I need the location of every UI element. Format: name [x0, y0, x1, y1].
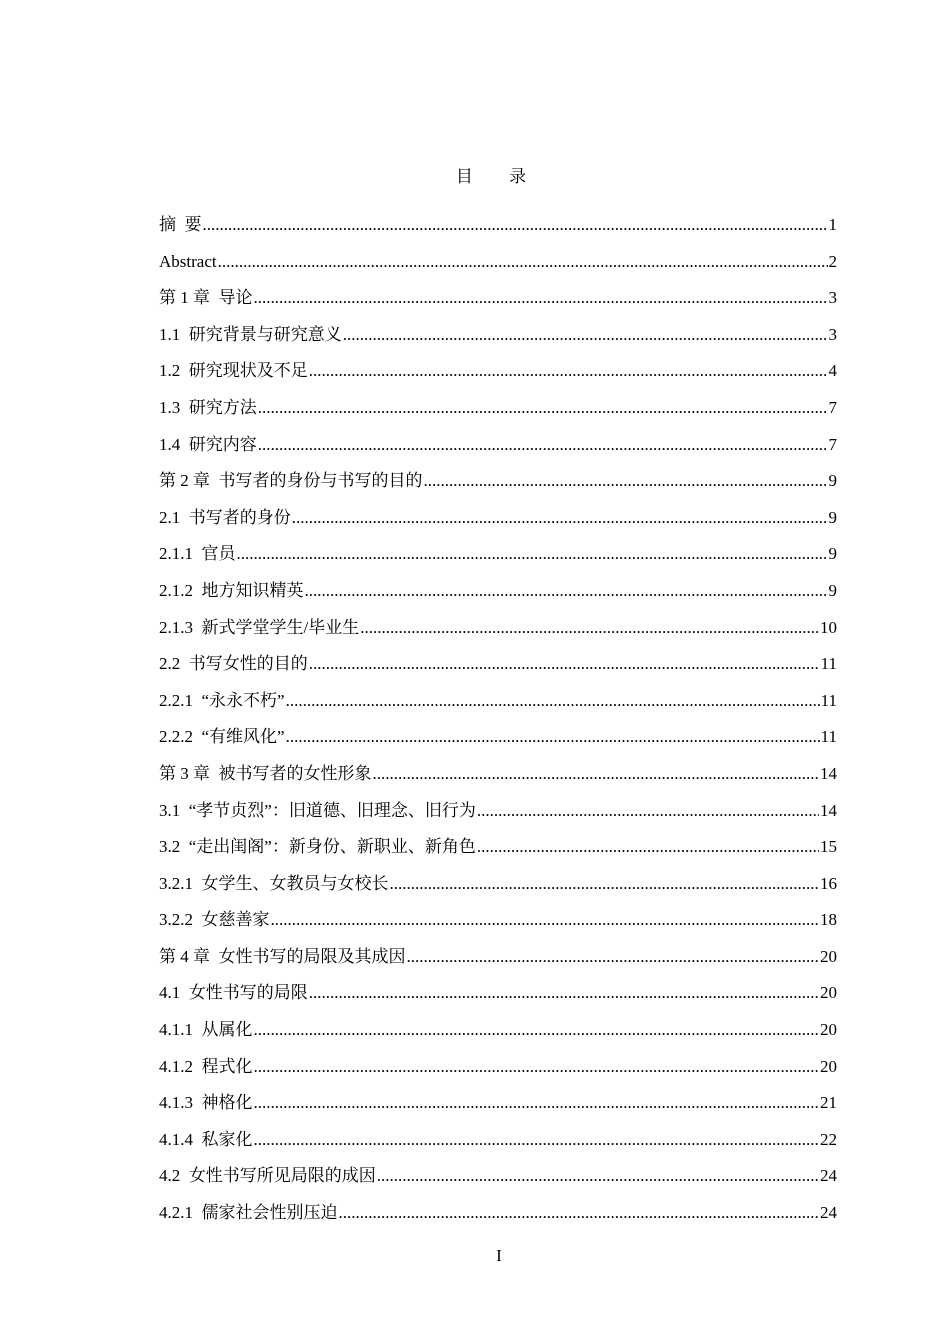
toc-entry[interactable]: [159, 1012, 837, 1049]
toc-entry-page: 20: [820, 1056, 837, 1076]
toc-entry-page: 20: [820, 983, 837, 1003]
toc-entry-label: 4.2 女性书写所见局限的成因: [159, 1166, 376, 1186]
toc-entry[interactable]: [159, 902, 837, 939]
toc-leader-dots: [343, 317, 828, 354]
toc-entry-label: 1.3 研究方法: [159, 397, 257, 417]
toc-entry-page: 11: [820, 690, 837, 710]
page-number: I: [496, 1246, 502, 1265]
toc-entry-label: 2.2.1 “永永不朽”: [159, 690, 285, 710]
toc-entry-label: 摘 要: [159, 215, 202, 234]
toc-entry[interactable]: [159, 317, 837, 354]
toc-entry[interactable]: [159, 1049, 837, 1086]
toc-leader-dots: [407, 939, 820, 976]
toc-entry-label: 1.2 研究现状及不足: [159, 361, 308, 381]
toc-entry[interactable]: [159, 975, 837, 1012]
toc-entry[interactable]: [159, 463, 837, 500]
toc-leader-dots: [286, 683, 820, 720]
toc-entry-page: 16: [820, 873, 837, 893]
toc-entry-label: 2.1.2 地方知识精英: [159, 580, 304, 600]
toc-leader-dots: [254, 1085, 820, 1122]
toc-leader-dots: [305, 573, 828, 610]
toc-leader-dots: [237, 536, 828, 573]
toc-entry-page: 11: [820, 727, 837, 747]
toc-entry-label: 4.1 女性书写的局限: [159, 983, 308, 1003]
toc-entry-page: 9: [828, 580, 837, 600]
toc-entry[interactable]: [159, 719, 837, 756]
toc-entry-page: 24: [820, 1166, 837, 1186]
toc-leader-dots: [377, 1158, 819, 1195]
toc-leader-dots: [271, 902, 820, 939]
toc-leader-dots: [292, 500, 828, 537]
toc-entry-label: 第 1 章 导论: [159, 288, 253, 308]
toc-entry-page: 4: [828, 361, 837, 381]
toc-entry[interactable]: [159, 1158, 837, 1195]
toc-entry[interactable]: [159, 500, 837, 537]
toc-entry-label: 4.1.4 私家化: [159, 1129, 253, 1149]
toc-entry-page: 22: [820, 1129, 837, 1149]
toc-entry-page: 9: [828, 507, 837, 527]
toc-entry-page: 3: [828, 324, 837, 344]
toc-entry[interactable]: [159, 646, 837, 683]
toc-leader-dots: [477, 793, 819, 830]
toc-leader-dots: [254, 280, 828, 317]
toc-entry-label: 第 3 章 被书写者的女性形象: [159, 763, 372, 783]
toc-entry-label: 4.1.3 神格化: [159, 1093, 253, 1113]
toc-leader-dots: [360, 610, 819, 647]
toc-entry-label: 1.1 研究背景与研究意义: [159, 324, 342, 344]
toc-entry-page: 7: [828, 434, 837, 454]
toc-leader-dots: [390, 866, 820, 903]
toc-entry-page: 21: [820, 1093, 837, 1113]
toc-entry-page: 14: [820, 763, 837, 783]
toc-leader-dots: [254, 1122, 820, 1159]
toc-entry[interactable]: [159, 280, 837, 317]
toc-entry-label: 2.2.2 “有维风化”: [159, 727, 285, 747]
toc-entry[interactable]: [159, 1085, 837, 1122]
toc-leader-dots: [254, 1049, 820, 1086]
toc-entry-page: 20: [820, 946, 837, 966]
toc-leader-dots: [309, 353, 828, 390]
toc-leader-dots: [286, 719, 820, 756]
toc-entry[interactable]: [159, 1122, 837, 1159]
toc-entry[interactable]: [159, 536, 837, 573]
toc-entry-page: 7: [828, 397, 837, 417]
toc-leader-dots: [373, 756, 820, 793]
toc-leader-dots: [218, 244, 828, 281]
toc-entry-label: 2.1.1 官员: [159, 544, 236, 564]
toc-entry-label: 2.1 书写者的身份: [159, 507, 291, 527]
toc-entry-page: 3: [828, 288, 837, 308]
toc-leader-dots: [477, 829, 819, 866]
toc-entry-page: 15: [820, 837, 837, 857]
table-of-contents: [159, 207, 837, 1232]
toc-entry-page: 9: [828, 544, 837, 564]
toc-entry-page: 11: [820, 654, 837, 674]
toc-entry-label: 1.4 研究内容: [159, 434, 257, 454]
toc-entry-label: 3.2.2 女慈善家: [159, 910, 270, 930]
toc-entry-label: 2.2 书写女性的目的: [159, 654, 308, 674]
toc-entry-page: 10: [820, 617, 837, 637]
toc-entry[interactable]: [159, 829, 837, 866]
toc-entry[interactable]: [159, 573, 837, 610]
toc-entry[interactable]: [159, 207, 837, 244]
toc-entry[interactable]: [159, 683, 837, 720]
toc-entry-label: 4.1.1 从属化: [159, 1020, 253, 1040]
toc-entry[interactable]: [159, 866, 837, 903]
toc-leader-dots: [254, 1012, 820, 1049]
toc-leader-dots: [309, 975, 819, 1012]
toc-entry-label: 第 4 章 女性书写的局限及其成因: [159, 946, 406, 966]
toc-entry[interactable]: [159, 793, 837, 830]
toc-leader-dots: [339, 1195, 820, 1232]
toc-entry-page: 18: [820, 910, 837, 930]
toc-entry[interactable]: [159, 939, 837, 976]
toc-entry-label: 第 2 章 书写者的身份与书写的目的: [159, 471, 423, 491]
toc-entry-page: 14: [820, 800, 837, 820]
page-title: 目 录: [455, 167, 543, 186]
toc-leader-dots: [309, 646, 820, 683]
toc-leader-dots: [203, 207, 828, 244]
toc-entry-page: 9: [828, 471, 837, 491]
toc-leader-dots: [258, 427, 828, 464]
toc-entry-label: 3.2.1 女学生、女教员与女校长: [159, 873, 389, 893]
toc-entry-page: 24: [820, 1203, 837, 1223]
toc-leader-dots: [258, 390, 828, 427]
toc-entry-label: 2.1.3 新式学堂学生/毕业生: [159, 617, 360, 637]
toc-entry[interactable]: [159, 427, 837, 464]
toc-entry-label: 3.1 “孝节贞烈”：旧道德、旧理念、旧行为: [159, 800, 476, 820]
toc-entry[interactable]: [159, 756, 837, 793]
toc-leader-dots: [424, 463, 828, 500]
toc-entry[interactable]: [159, 610, 837, 647]
toc-entry[interactable]: [159, 390, 837, 427]
toc-entry[interactable]: [159, 353, 837, 390]
toc-entry-page: 20: [820, 1020, 837, 1040]
toc-entry[interactable]: [159, 1195, 837, 1232]
toc-entry[interactable]: [159, 244, 837, 281]
toc-entry-page: 2: [828, 251, 837, 271]
toc-entry-label: 4.2.1 儒家社会性别压迫: [159, 1203, 338, 1223]
toc-entry-page: 1: [828, 215, 837, 234]
toc-entry-label: Abstract: [159, 251, 217, 271]
toc-entry-label: 3.2 “走出闺阁”：新身份、新职业、新角色: [159, 837, 476, 857]
toc-entry-label: 4.1.2 程式化: [159, 1056, 253, 1076]
